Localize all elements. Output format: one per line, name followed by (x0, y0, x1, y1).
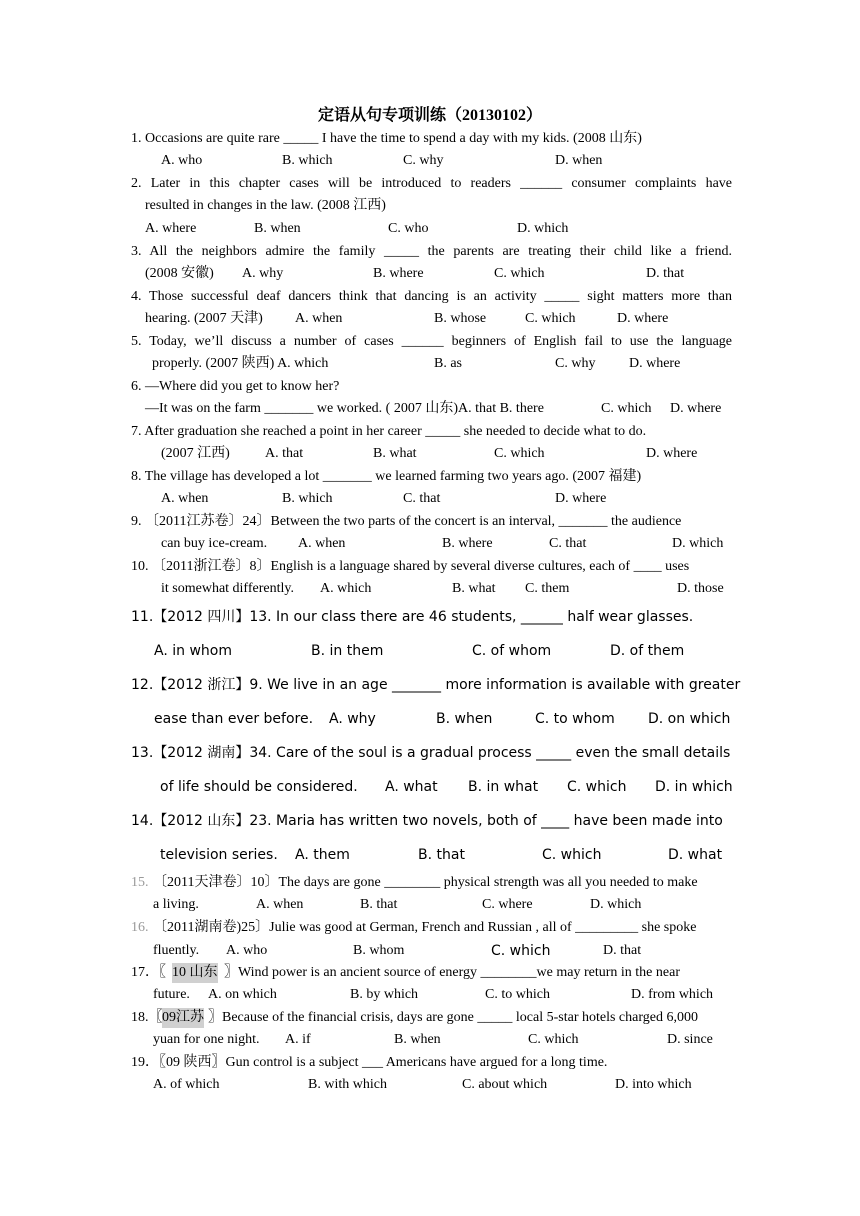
question-text: 12.【2012 浙江】9. We live in an age _______ more information is available with greater (131, 677, 741, 693)
question-text: 2. Later in this chapter cases will be introduced to readers ______ consumer complaints have (131, 176, 732, 191)
answer-option: A. if (285, 1032, 311, 1047)
answer-option: C. which (494, 446, 545, 461)
answer-option: C. about which (462, 1077, 548, 1092)
answer-option: B. what (373, 446, 417, 461)
answer-option: C. why (403, 153, 444, 168)
answer-option: C. which (567, 779, 627, 795)
answer-option: C. of whom (472, 643, 552, 659)
question-text: A. who (161, 153, 203, 168)
answer-option: D. what (668, 847, 723, 863)
answer-option: C. why (555, 356, 596, 371)
answer-option: A. that (265, 446, 304, 461)
question-text: 17．〖 (131, 965, 166, 980)
question-text: 8. The village has developed a lot _______ we learned farming two years ago. (2007 福建) (131, 469, 642, 484)
answer-option: A. on which (208, 987, 277, 1002)
question-text: 9. 〔2011江苏卷〕24〕Between the two parts of the concert is an interval, _______ the audience (131, 514, 682, 529)
answer-option: A. what (385, 779, 438, 795)
answer-option: D. where (646, 446, 698, 461)
answer-option: C. them (525, 581, 570, 596)
answer-option: D. into which (615, 1077, 692, 1092)
answer-option: A. why (242, 266, 284, 281)
answer-option: D. in which (655, 779, 733, 795)
answer-option: B. what (452, 581, 496, 596)
answer-option: 〗Because of the financial crisis, days are gone _____ local 5-star hotels charged 6,000 (208, 1010, 698, 1025)
question-text: fluently. (153, 943, 200, 958)
question-text: 14.【2012 山东】23. Maria has written two novels, both of ____ have been made into (131, 813, 723, 829)
answer-option: D. where (555, 491, 607, 506)
answer-option: B. where (442, 536, 493, 551)
question-text: A. where (145, 221, 197, 236)
answer-option: C. which (525, 311, 576, 326)
question-text: properly. (2007 陕西) A. which (152, 356, 329, 371)
answer-option: D. on which (648, 711, 731, 727)
answer-option: 09江苏 (162, 1008, 204, 1028)
question-text: a living. (153, 897, 199, 912)
answer-option: C. where (482, 897, 533, 912)
answer-option: C. which (528, 1032, 579, 1047)
answer-option: 〗Wind power is an ancient source of energy ________we may return in the near (224, 965, 680, 980)
question-text: A. of which (153, 1077, 220, 1092)
question-text: 5. Today, we’ll discuss a number of cases ______ beginners of English fail to use the language (131, 334, 732, 349)
answer-option: B. that (418, 847, 465, 863)
answer-option: B. whose (434, 311, 487, 326)
answer-option: C. that (403, 491, 441, 506)
answer-option: A. them (295, 847, 350, 863)
answer-option: D. which (517, 221, 569, 236)
answer-option: 〔2011天津卷〕10〕The days are gone ________ physical strength was all you needed to make (153, 875, 698, 890)
question-text: 10. 〔2011浙江卷〕8〕English is a language shared by several diverse cultures, each of ____ uses (131, 559, 690, 574)
answer-option: D. which (672, 536, 724, 551)
answer-option: B. by which (350, 987, 419, 1002)
answer-option: A. which (320, 581, 372, 596)
question-text: 7. After graduation she reached a point in her career _____ she needed to decide what to do. (131, 424, 647, 439)
answer-option: D. from which (631, 987, 714, 1002)
answer-option: D. when (555, 153, 603, 168)
answer-option: A. when (295, 311, 343, 326)
answer-option: A. when (298, 536, 346, 551)
answer-option: B. as (434, 356, 462, 371)
question-text: it somewhat differently. (161, 581, 294, 596)
answer-option: B. when (436, 711, 493, 727)
question-text: 6. —Where did you get to know her? (131, 379, 340, 394)
question-text: ease than ever before. (154, 711, 314, 727)
answer-option: C. who (388, 221, 429, 236)
question-text: —It was on the farm _______ we worked. ( 2007 山东)A. that B. there (145, 401, 544, 416)
question-text: future. (153, 987, 190, 1002)
question-text: A. when (161, 491, 209, 506)
question-text: yuan for one night. (153, 1032, 260, 1047)
answer-option: A. who (226, 943, 268, 958)
question-text: of life should be considered. (160, 779, 358, 795)
question-text: resulted in changes in the law. (2008 江西) (145, 198, 386, 213)
question-text: (2007 江西) (161, 446, 230, 461)
answer-option: C. to which (485, 987, 550, 1002)
answer-option: C. that (549, 536, 587, 551)
question-text: 19．〖09 陕西〗Gun control is a subject ___ Americans have argued for a long time. (131, 1055, 608, 1070)
question-text: 15. (131, 875, 149, 890)
answer-option: B. which (282, 153, 333, 168)
answer-option: B. in them (311, 643, 384, 659)
question-text: 16. (131, 920, 149, 935)
answer-option: D. those (677, 581, 724, 596)
answer-option: B. in what (468, 779, 539, 795)
answer-option: 〔2011湖南卷)25〕Julie was good at German, French and Russian , all of _________ she spoke (153, 920, 697, 935)
answer-option: B. that (360, 897, 398, 912)
answer-option: B. with which (308, 1077, 387, 1092)
question-text: 1. Occasions are quite rare _____ I have the time to spend a day with my kids. (2008 山东) (131, 131, 642, 146)
answer-option: B. when (394, 1032, 441, 1047)
answer-option: B. which (282, 491, 333, 506)
document-title: 定语从句专项训练（20130102） (317, 107, 542, 124)
answer-option: C. which (491, 943, 551, 959)
answer-option: B. when (254, 221, 301, 236)
answer-option: D. that (603, 943, 642, 958)
question-text: 3. All the neighbors admire the family _____ the parents are treating their child like a friend. (131, 244, 732, 259)
question-text: (2008 安徽) (145, 266, 214, 281)
answer-option: D. where (670, 401, 722, 416)
answer-option: D. where (617, 311, 669, 326)
answer-option: A. when (256, 897, 304, 912)
answer-option: A. why (329, 711, 376, 727)
question-text: 13.【2012 湖南】34. Care of the soul is a gradual process _____ even the small details (131, 745, 731, 761)
answer-option: D. since (667, 1032, 713, 1047)
question-text: hearing. (2007 天津) (145, 311, 263, 326)
question-text: television series. (160, 847, 278, 863)
answer-option: C. which (494, 266, 545, 281)
answer-option: D. of them (610, 643, 685, 659)
answer-option: D. where (629, 356, 681, 371)
answer-option: 10 山东 (172, 963, 218, 983)
question-text: can buy ice-cream. (161, 536, 268, 551)
question-text: 11.【2012 四川】13. In our class there are 46 students, ______ half wear glasses. (131, 609, 694, 625)
answer-option: C. which (542, 847, 602, 863)
answer-option: B. where (373, 266, 424, 281)
answer-option: D. which (590, 897, 642, 912)
answer-option: D. that (646, 266, 685, 281)
answer-option: B. whom (353, 943, 405, 958)
question-text: A. in whom (154, 643, 232, 659)
question-text: 4. Those successful deaf dancers think that dancing is an activity _____ sight matters more than (131, 289, 732, 304)
answer-option: C. which (601, 401, 652, 416)
answer-option: C. to whom (535, 711, 615, 727)
question-text: 18.〖 (131, 1010, 163, 1025)
